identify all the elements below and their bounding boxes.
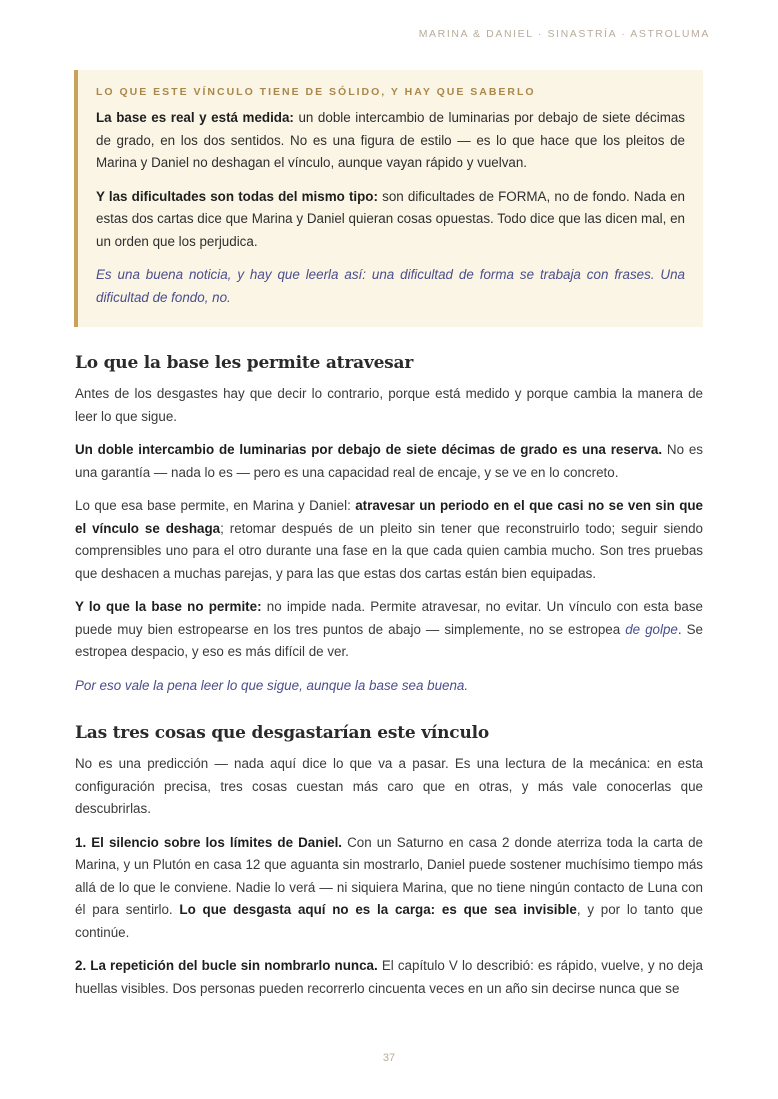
section1-p3-b: ; retomar después de un pleito sin tener que reconstruirlo todo; seguir siendo comprensibles uno para el otro durante una fase en la que cada quien cambia mucho. Son tres pruebas que deshacen a muchas parejas, y para las que estas dos cartas están bien equipadas. (75, 520, 703, 581)
callout-title: LO QUE ESTE VÍNCULO TIENE DE SÓLIDO, Y HAY QUE SABERLO (96, 86, 536, 98)
section1-p4-b: . Se estropea despacio, y eso es más difícil de ver. (75, 621, 703, 659)
section1-p3-a: Lo que esa base permite, en Marina y Daniel: (75, 498, 356, 513)
callout-paragraph-1 (96, 107, 685, 175)
section2-p3-bold: 2. La repetición del bucle sin nombrarlo nunca. (75, 958, 378, 973)
section1-p4-a: no impide nada. Permite atravesar, no evitar. Un vínculo con esta base puede muy bien estropearse en los tres puntos de abajo — simplemente, no se estropea (75, 599, 703, 637)
section2-p2-bold: 1. El silencio sobre los límites de Daniel. (75, 834, 343, 850)
section2-p2-b: , y por lo tanto que continúe. (75, 902, 703, 940)
section1-p4-italic: de golpe (625, 621, 678, 637)
section2-p3-text: El capítulo V lo describió: es rápido, vuelve, y no deja huellas visibles. Dos personas pueden recorrerlo cincuenta veces en un año sin decirse nunca que se (75, 958, 703, 996)
callout-paragraph-3 (96, 264, 685, 309)
section2-paragraph-2 (75, 832, 703, 945)
section2-paragraph-1: No es una predicción — nada aquí dice lo que va a pasar. Es una lectura de la mecánica: en esta configuración precisa, tres cosas cuestan más caro que en otras, y más vale conocerlas que descubrirlas. (75, 756, 703, 816)
section1-paragraph-1: Antes de los desgastes hay que decir lo contrario, porque está medido y porque cambia la manera de leer lo que sigue. (75, 386, 703, 424)
section1-paragraph-5 (75, 675, 703, 698)
callout-p1-text: un doble intercambio de luminarias por debajo de siete décimas de grado, en los dos sentidos. No es una figura de estilo — es lo que hace que los pleitos de Marina y Daniel no deshagan el vínculo, aunque vayan rápido y vuelvan. (96, 110, 685, 170)
section2-p2-a: Con un Saturno en casa 2 donde aterriza toda la carta de Marina, y un Plutón en casa 12 que aguanta sin mostrarlo, Daniel puede sostener muchísimo tiempo más allá de lo que le conviene. Nadie lo verá — ni siquiera Marina, que no tiene ningún contacto de Luna con él para sentirlo. (75, 834, 703, 917)
section2-p2-bold2: Lo que desgasta aquí no es la carga: es que sea invisible (179, 902, 577, 917)
callout-box (74, 70, 703, 327)
page-body (75, 70, 703, 1011)
callout-paragraph-2 (96, 186, 685, 254)
section1-paragraph-4 (75, 596, 703, 664)
section1-paragraph-3 (75, 495, 703, 585)
callout-p2-bold: Y las dificultades son todas del mismo tipo: (96, 188, 378, 204)
section1-p5-italic: Por eso vale la pena leer lo que sigue, aunque la base sea buena. (75, 677, 469, 693)
section-heading-base: Lo que la base les permite atravesar (75, 353, 414, 373)
section1-p2-text: No es una garantía — nada lo es — pero es una capacidad real de encaje, y se ve en lo concreto. (75, 442, 704, 480)
callout-p2-text: son dificultades de FORMA, no de fondo. Nada en estas dos cartas dice que Marina y Daniel quieran cosas opuestas. Todo dice que las dicen mal, en un orden que los perjudica. (96, 188, 685, 249)
section2-paragraph-3 (75, 955, 703, 1000)
callout-p3-italic: Es una buena noticia, y hay que leerla así: una dificultad de forma se trabaja con frases. Una dificultad de fondo, no. (96, 267, 685, 305)
section-heading-desgastes: Las tres cosas que desgastarían este vínculo (75, 723, 490, 743)
section1-p3-bold: atravesar un periodo en el que casi no se ven sin que el vínculo se deshaga (75, 498, 703, 536)
section1-paragraph-2 (75, 439, 703, 484)
page-number: 37 (382, 1052, 396, 1064)
section1-p4-bold: Y lo que la base no permite: (75, 599, 262, 614)
section1-p2-bold: Un doble intercambio de luminarias por debajo de siete décimas de grado es una reserva. (75, 442, 663, 457)
callout-p1-bold: La base es real y está medida: (96, 110, 294, 125)
running-header: MARINA & DANIEL · SINASTRÍA · ASTROLUMA (418, 28, 710, 40)
